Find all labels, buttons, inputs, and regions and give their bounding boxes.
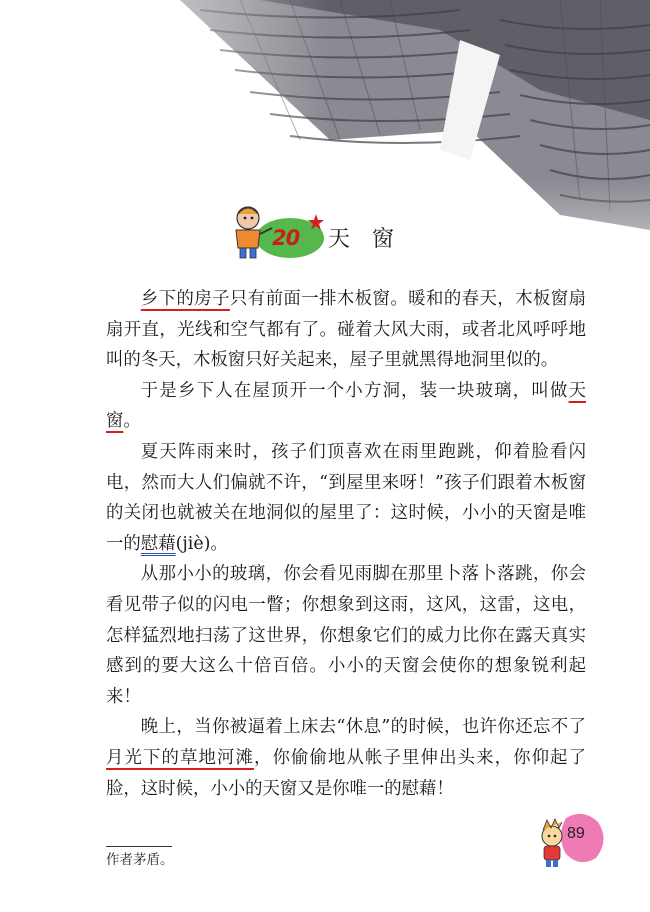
footnote-divider <box>106 846 172 847</box>
article-body <box>106 284 586 804</box>
page-number: 89 <box>567 825 585 842</box>
lesson-header <box>228 200 428 270</box>
lesson-number: 20 <box>272 226 300 250</box>
paragraph-text: 晚上，当你被逼着上床去“休息”的时候，也许你还忘不了 <box>140 717 586 738</box>
paragraph-4 <box>106 559 586 712</box>
paragraph-2 <box>106 376 586 437</box>
paragraph-5 <box>106 712 586 804</box>
paragraph-text: 夏天阵雨来时，孩子们顶喜欢在雨里跑跳，仰着脸看闪电，然而大人们偏就不许，“到屋里来呀！”孩子们跟着木板窗的关闭也就被关在地洞似的屋里了：这时候，小小的天窗是唯一的 <box>106 441 586 554</box>
underlined-phrase: 天窗 <box>106 380 586 432</box>
paragraph-1 <box>106 284 586 376</box>
lesson-title: 天窗 <box>328 227 417 252</box>
underlined-phrase: 乡下的房子 <box>140 289 230 309</box>
vocabulary-word: 慰藉 <box>140 533 176 554</box>
paragraph-text: 只有前面一排木板窗。暖和的春天，木板窗扇扇开直，光线和空气都有了。碰着大风大雨，或者北风呼呼地叫的冬天，木板窗只好关起来，屋子里就黑得地洞里似的。 <box>106 289 586 371</box>
underlined-phrase: 月光下的草地河滩 <box>106 747 255 768</box>
paragraph-text: 从那小小的玻璃，你会看见雨脚在那里卜落卜落跳，你会看见带子似的闪电一瞥；你想象到这雨，这风，这雷，这电，怎样猛烈地扫荡了这世界，你想象它们的威力比你在露天真实感到的要大这么十倍百倍。小小的天窗会使你的想象锐利起来！ <box>106 564 586 707</box>
paragraph-text: (jiè)。 <box>175 533 228 554</box>
paragraph-text: ，你偷偷地从帐子里伸出头来，你仰起了脸，这时候，小小的天窗又是你唯一的慰藉！ <box>106 747 586 799</box>
roof-skylight-illustration <box>0 0 650 330</box>
paragraph-text: 于是乡下人在屋顶开一个小方洞，装一块玻璃，叫做 <box>140 380 569 401</box>
paragraph-text: 。 <box>123 411 141 432</box>
footnote: 作者茅盾。 <box>106 852 174 868</box>
paragraph-3 <box>106 437 586 559</box>
